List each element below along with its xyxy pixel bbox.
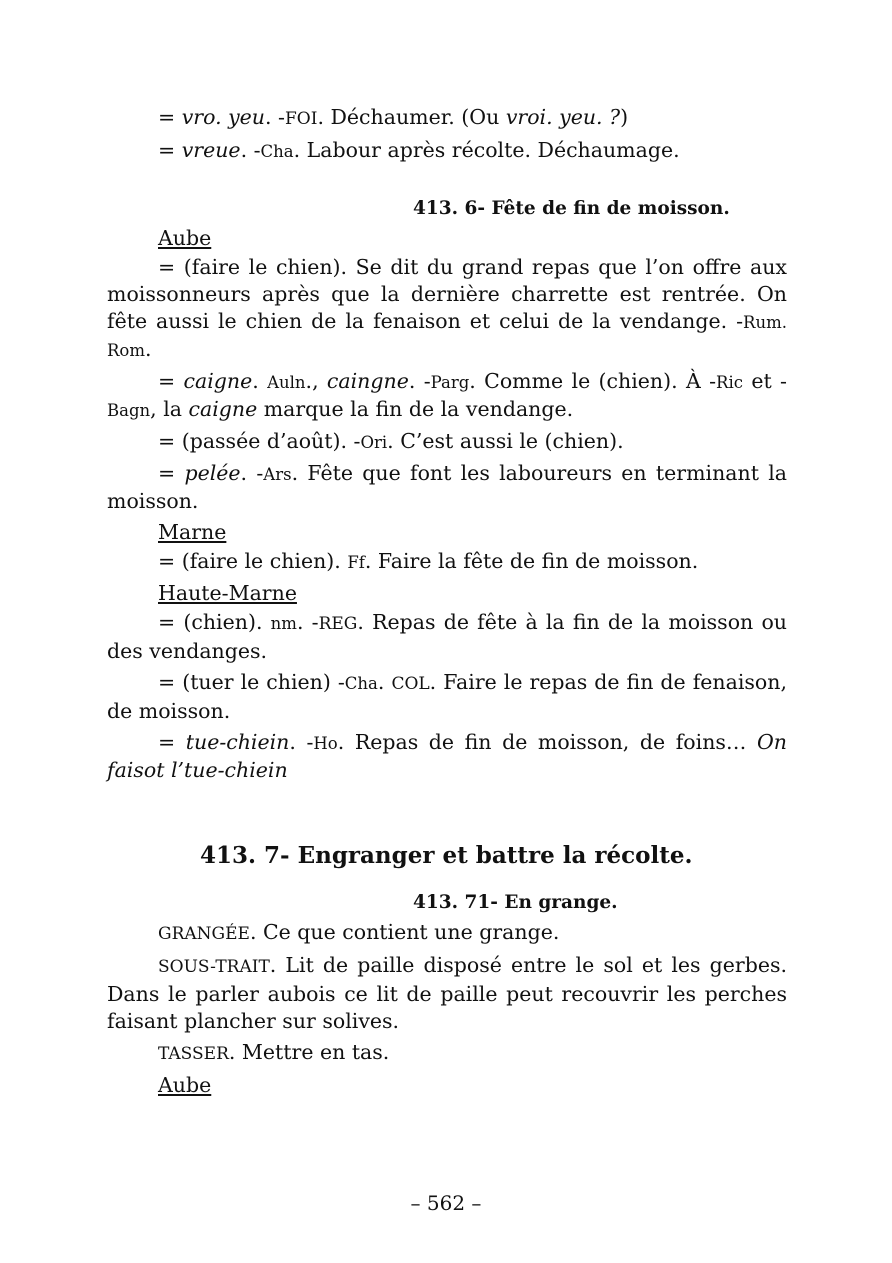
abbreviation: nm (270, 614, 297, 633)
text: . Fête que font les laboureurs en terminant la moisson. (107, 461, 787, 513)
text: = (158, 730, 186, 754)
text: . - (408, 369, 431, 393)
entry-vreue (158, 137, 787, 165)
text: . Repas de fin de moisson, de foins… (337, 730, 757, 754)
definition-tasser (107, 1039, 787, 1068)
text: = (158, 105, 182, 129)
abbreviation: Cha (260, 142, 294, 161)
term: caigne (188, 397, 258, 421)
abbreviation: Auln (267, 373, 306, 392)
entry-chien (107, 609, 787, 665)
text: . Faire le repas de fin de fenaison, de moisson. (107, 670, 787, 723)
abbreviation: Ric (716, 373, 743, 392)
abbreviation: Bagn (107, 401, 151, 420)
abbreviation: Ff (347, 553, 365, 572)
term: tue-chiein (185, 730, 290, 754)
abbreviation: Parg (430, 373, 470, 392)
region-aube-2: Aube (158, 1073, 212, 1097)
text: . Faire la fête de fin de moisson. (364, 549, 699, 573)
text: . - (265, 105, 285, 129)
entry-tue-chiein (107, 729, 787, 784)
region-aube: Aube (158, 226, 212, 250)
abbreviation: COL (391, 674, 430, 694)
heading-413-7: 413. 7- Engranger et battre la récolte. (200, 842, 693, 869)
entry-passee-d-aout (107, 428, 787, 456)
abbreviation: REG (318, 614, 358, 634)
text: . C’est aussi le (chien). (387, 429, 624, 453)
entry-pelee (107, 460, 787, 515)
text: . (377, 670, 392, 694)
region-haute-marne: Haute-Marne (158, 581, 297, 605)
text: = (faire le chien). Se dit du grand repas que l’on offre aux moissonneurs après que la dernière charrette est rentrée. On fête aussi le chien de la fenaison et celui de la vendange. - (107, 255, 787, 333)
term: vro. yeu (181, 105, 266, 129)
text: . Repas de fête à la fin de la moisson ou des vendanges. (107, 610, 787, 663)
text: . - (240, 461, 264, 485)
term: vroi. yeu. ? (505, 105, 621, 129)
text: . Comme le (chien). À - (469, 369, 717, 393)
abbreviation: FOI (284, 109, 318, 129)
text: . - (289, 730, 314, 754)
entry-faire-le-chien (107, 254, 787, 364)
heading-413-71: 413. 71- En grange. (413, 892, 618, 913)
page-content (107, 104, 787, 1101)
text: . (252, 369, 268, 393)
text: . Lit de paille disposé entre le sol et les gerbes. Dans le parler aubois ce lit de paille peut recouvrir les perches faisant plancher sur solives. (107, 953, 787, 1033)
definition-grangee (107, 919, 787, 948)
abbreviation: Cha (344, 674, 378, 693)
text: ., (305, 369, 327, 393)
abbreviation: Ho (313, 734, 338, 753)
headword: GRANGÉE (158, 924, 250, 944)
text: = (158, 138, 182, 162)
term: caingne (326, 369, 409, 393)
entry-vro-yeu (158, 104, 787, 133)
text: = (tuer le chien) - (158, 670, 345, 694)
example-quote: On faisot l’tue-chiein (107, 730, 787, 782)
text: . - (240, 138, 261, 162)
text: . Ce que contient une grange. (249, 920, 560, 944)
text: = (158, 461, 185, 485)
definition-sous-trait (107, 952, 787, 1035)
text: . (145, 337, 152, 361)
term: vreue (181, 138, 241, 162)
headword: SOUS-TRAIT (158, 957, 270, 977)
text: = (158, 369, 184, 393)
term: caigne (183, 369, 253, 393)
text: . Labour après récolte. Déchaumage. (293, 138, 680, 162)
abbreviation: Ars (263, 465, 292, 484)
text: , la (150, 397, 189, 421)
heading-413-6: 413. 6- Fête de fin de moisson. (413, 198, 730, 219)
entry-tuer-le-chien (107, 669, 787, 725)
headword: TASSER (158, 1044, 229, 1064)
text: et - (742, 369, 787, 393)
abbreviation: Ori (360, 433, 388, 452)
abbreviation: Rum. Rom (107, 313, 787, 360)
text: ) (620, 105, 629, 129)
text: = (chien). (158, 610, 271, 634)
text: . Mettre en tas. (228, 1040, 390, 1064)
entry-faire-le-chien-marne (107, 548, 787, 576)
text: marque la fin de la vendange. (257, 397, 574, 421)
text: . Déchaumer. (Ou (317, 105, 506, 129)
text: . - (296, 610, 319, 634)
page-number: – 562 – (410, 1191, 482, 1215)
entry-caigne (107, 368, 787, 424)
term: pelée (184, 461, 241, 485)
region-marne: Marne (158, 520, 227, 544)
text: = (passée d’août). - (158, 429, 361, 453)
text: = (faire le chien). (158, 549, 348, 573)
